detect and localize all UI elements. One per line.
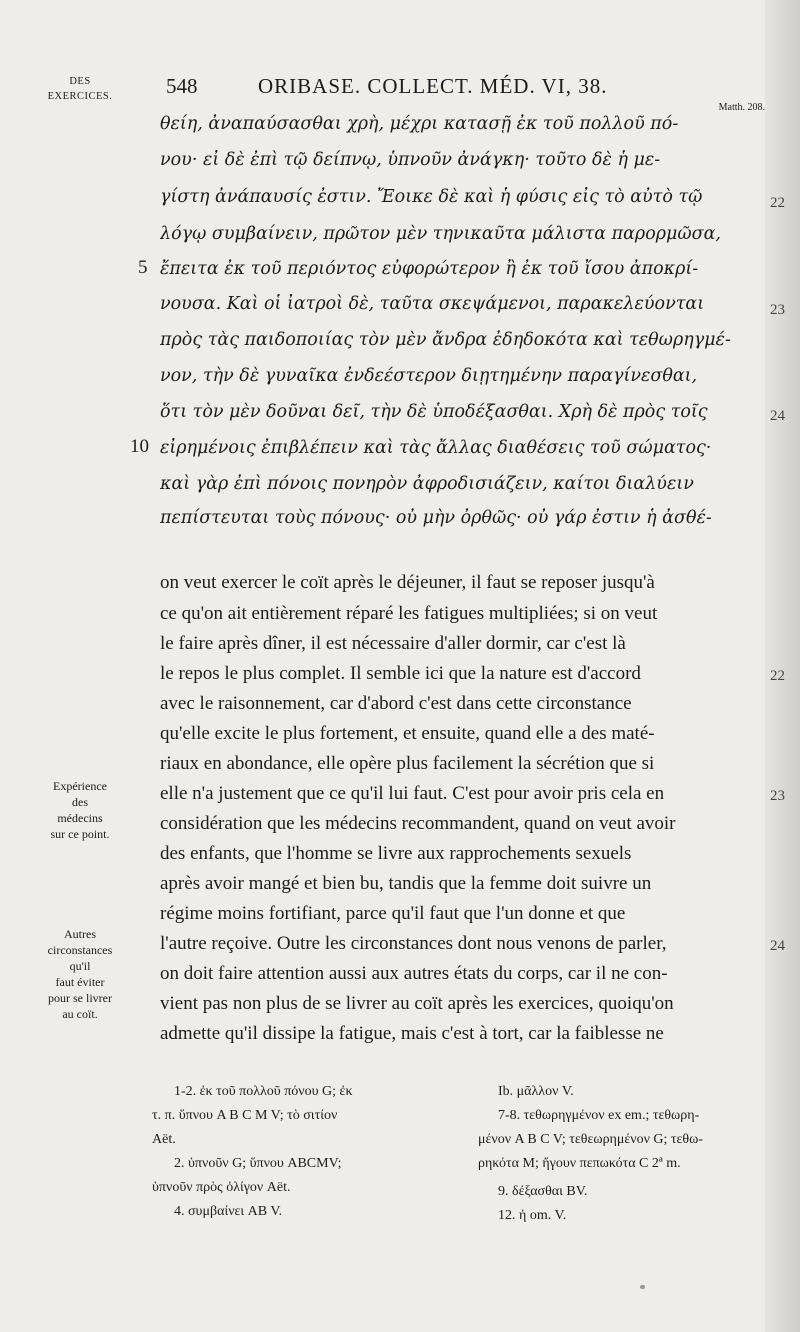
french-line-14: on doit faire attention aussi aux autres états du corps, car il ne con- <box>160 963 668 984</box>
greek-line-7: πρὸς τὰς παιδοποιίας τὸν μὲν ἄνδρα ἐδηδοκότα καὶ τεθωρηγμέ- <box>160 330 731 350</box>
french-line-10: des enfants, que l'homme se livre aux rapprochements sexuels <box>160 843 632 864</box>
margin-note-experience <box>32 778 128 842</box>
greek-line-1: θείη, ἀναπαύσασθαι χρὴ, μέχρι κατασῇ ἐκ τοῦ πολλοῦ πό- <box>160 114 679 134</box>
greek-line-8: νον, τὴν δὲ γυναῖκα ἐνδεέστερον διῃτημένην παραγίνεσθαι, <box>160 366 698 386</box>
footnote-left-6: 4. συμβαίνει AB V. <box>174 1204 283 1219</box>
footnote-left-5: ὑπνοῦν πρὸς ὀλίγον Aët. <box>152 1180 291 1195</box>
paper-speck <box>640 1285 645 1289</box>
margin-note-line: au coït. <box>62 1007 98 1021</box>
greek-line-12: πεπίστευται τοὺς πόνους· οὐ μὴν ὀρθῶς· οὐ γάρ ἐστιν ἡ ἀσθέ- <box>160 508 712 528</box>
margin-note-line: médecins <box>57 811 103 825</box>
margin-note-line: qu'il <box>69 959 91 973</box>
margin-note-line: faut éviter <box>55 975 105 989</box>
footnote-left-3: Aët. <box>152 1132 176 1147</box>
french-line-13: l'autre reçoive. Outre les circonstances dont nous venons de parler, <box>160 933 667 954</box>
french-line-8: elle n'a justement que ce qu'il lui faut. C'est pour avoir pris cela en <box>160 783 665 804</box>
french-line-9: considération que les médecins recommandent, quand on veut avoir <box>160 813 676 834</box>
footnote-right-3: μένον A B C V; τεθεωρημένον G; τεθω- <box>478 1132 704 1147</box>
margin-note-line: circonstances <box>47 943 113 957</box>
margin-note-line: sur ce point. <box>50 827 110 841</box>
footnote-right-4: ρηκότα M; ἤγουν πεπωκότα C 2ª m. <box>478 1156 681 1171</box>
greek-line-3: γίστη ἀνάπαυσίς ἐστιν. Ἔοικε δὲ καὶ ἡ φύσις εἰς τὸ αὐτὸ τῷ <box>160 187 703 207</box>
footnote-left-4: 2. ὑπνοῦν G; ὕπνου ABCMV; <box>174 1156 342 1171</box>
greek-line-11: καὶ γὰρ ἐπὶ πόνοις πονηρὸν ἀφροδισιάζειν, καίτοι διαλύειν <box>160 474 694 494</box>
greek-margin-22: 22 <box>770 195 785 211</box>
french-line-5: avec le raisonnement, car d'abord c'est dans cette circonstance <box>160 693 632 714</box>
french-line-11: après avoir mangé et bien bu, tandis que la femme doit suivre un <box>160 873 652 894</box>
edition-reference: Matth. 208. <box>718 102 765 113</box>
page-title: ORIBASE. COLLECT. MÉD. VI, 38. <box>258 74 608 98</box>
footnote-right-2: 7-8. τεθωρηγμένον ex em.; τεθωρη- <box>498 1108 700 1123</box>
margin-note-circonstances <box>32 926 128 1022</box>
french-line-16: admette qu'il dissipe la fatigue, mais c'est à tort, car la faiblesse ne <box>160 1023 664 1044</box>
footnote-right-1: Ib. μᾶλλον V. <box>498 1084 574 1099</box>
french-line-6: qu'elle excite le plus fortement, et ensuite, quand elle a des maté- <box>160 723 655 744</box>
french-line-15: vient pas non plus de se livrer au coït après les exercices, quoiqu'on <box>160 993 674 1014</box>
footnote-right-5: 9. δέξασθαι BV. <box>498 1184 588 1199</box>
section-label-line2: EXERCICES. <box>47 91 113 102</box>
section-label <box>40 74 120 104</box>
section-label-line1: DES <box>69 76 91 87</box>
greek-margin-24: 24 <box>770 408 785 424</box>
footnote-left-1: 1-2. ἐκ τοῦ πολλοῦ πόνου G; ἐκ <box>174 1084 353 1099</box>
french-margin-24: 24 <box>770 938 785 954</box>
french-line-7: riaux en abondance, elle opère plus facilement la sécrétion que si <box>160 753 655 774</box>
margin-note-line: Expérience <box>53 779 107 793</box>
french-line-12: régime moins fortifiant, parce qu'il faut que l'un donne et que <box>160 903 626 924</box>
greek-line-number-10: 10 <box>130 436 149 457</box>
margin-note-line: pour se livrer <box>48 991 112 1005</box>
greek-line-10: εἰρημένοις ἐπιβλέπειν καὶ τὰς ἄλλας διαθέσεις τοῦ σώματος· <box>160 438 712 458</box>
margin-note-line: Autres <box>64 927 96 941</box>
running-head <box>0 70 800 110</box>
french-margin-22: 22 <box>770 668 785 684</box>
french-margin-23: 23 <box>770 788 785 804</box>
footnote-right-6: 12. ἡ om. V. <box>498 1208 567 1223</box>
greek-line-number-5: 5 <box>138 257 148 278</box>
margin-note-line: des <box>72 795 88 809</box>
french-line-4: le repos le plus complet. Il semble ici que la nature est d'accord <box>160 663 641 684</box>
french-line-2: ce qu'on ait entièrement réparé les fatigues multipliées; si on veut <box>160 603 658 624</box>
greek-line-6: νουσα. Καὶ οἱ ἰατροὶ δὲ, ταῦτα σκεψάμενοι, παρακελεύονται <box>160 294 705 314</box>
greek-line-9: ὅτι τὸν μὲν δοῦναι δεῖ, τὴν δὲ ὑποδέξασθαι. Χρὴ δὲ πρὸς τοῖς <box>160 402 708 422</box>
greek-line-4: λόγῳ συμβαίνειν, πρῶτον μὲν τηνικαῦτα μάλιστα παρορμῶσα, <box>160 224 721 244</box>
footnote-left-2: τ. π. ὕπνου A B C M V; τὸ σιτίον <box>152 1108 338 1123</box>
page-number: 548 <box>166 74 198 98</box>
greek-line-2: νου· εἰ δὲ ἐπὶ τῷ δείπνῳ, ὑπνοῦν ἀνάγκη· τοῦτο δὲ ἡ με- <box>160 150 661 170</box>
greek-line-5: ἔπειτα ἐκ τοῦ περιόντος εὐφορώτερον ἢ ἐκ τοῦ ἴσου ἀποκρί- <box>160 259 699 279</box>
french-line-1: on veut exercer le coït après le déjeuner, il faut se reposer jusqu'à <box>160 572 655 593</box>
french-line-3: le faire après dîner, il est nécessaire d'aller dormir, car c'est là <box>160 633 626 654</box>
greek-margin-23: 23 <box>770 302 785 318</box>
